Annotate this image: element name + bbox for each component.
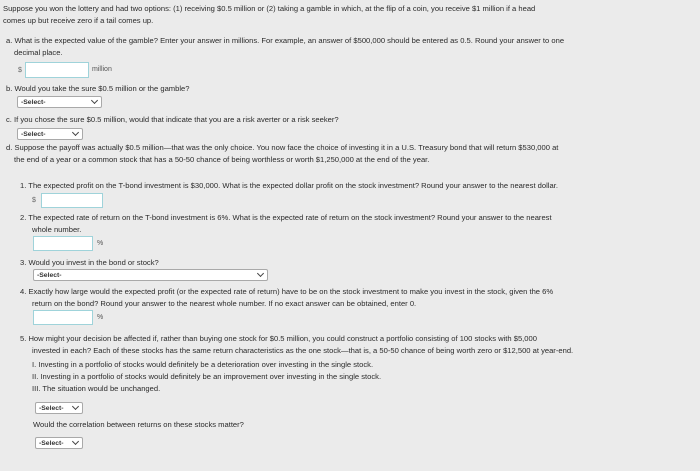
q3-bond-or-stock-select[interactable] bbox=[33, 269, 268, 281]
part-a-question-line-2: decimal place. bbox=[14, 48, 63, 57]
q5-question-line-2: invested in each? Each of these stocks has the same return characteristics as the one stock—that is, a 50-50 chance of being worth zero or $12,500 at year-end. bbox=[32, 346, 574, 355]
q2-question-line-2: whole number. bbox=[32, 225, 82, 234]
q5-portfolio-select[interactable] bbox=[35, 402, 83, 414]
q3-question: 3. Would you invest in the bond or stock? bbox=[20, 258, 159, 267]
chevron-down-icon bbox=[91, 97, 98, 104]
q5-option-i: I. Investing in a portfolio of stocks would definitely be a deterioration over investing in the single stock. bbox=[32, 360, 374, 369]
q5-option-iii: III. The situation would be unchanged. bbox=[32, 384, 161, 393]
q2-question-line-1: 2. The expected rate of return on the T-bond investment is 6%. What is the expected rate of return on the stock investment? Round your answer to the nearest bbox=[20, 213, 552, 222]
q3-select-label: -Select- bbox=[37, 272, 62, 279]
q1-question: 1. The expected profit on the T-bond investment is $30,000. What is the expected dollar profit on the stock investment? Round your answer to the nearest dollar. bbox=[20, 181, 558, 190]
q1-stock-profit-input[interactable] bbox=[41, 193, 103, 208]
part-d-text-line-2: the end of a year or a common stock that has a 50-50 chance of being worthless or worth $1,250,000 at the end of the year. bbox=[14, 155, 430, 164]
q5-option-ii: II. Investing in a portfolio of stocks would definitely be an improvement over investing in the single stock. bbox=[32, 372, 382, 381]
q4-required-return-input[interactable] bbox=[33, 310, 93, 325]
chevron-down-icon bbox=[72, 403, 79, 410]
q1-dollar-prefix: $ bbox=[32, 197, 36, 204]
part-b-question: b. Would you take the sure $0.5 million or the gamble? bbox=[6, 84, 190, 93]
chevron-down-icon bbox=[257, 270, 264, 277]
q5-question-line-1: 5. How might your decision be affected if, rather than buying one stock for $0.5 million, you could construct a portfolio consisting of 100 stocks with $5,000 bbox=[20, 334, 537, 343]
chevron-down-icon bbox=[72, 129, 79, 136]
q5-select-label: -Select- bbox=[39, 405, 64, 412]
q5-correlation-select[interactable] bbox=[35, 437, 83, 449]
part-a-question-line-1: a. What is the expected value of the gamble? Enter your answer in millions. For example, an answer of $500,000 should be entered as 0.5. Round your answer to one bbox=[6, 36, 565, 45]
q4-question-line-1: 4. Exactly how large would the expected profit (or the expected rate of return) have to be on the stock investment to make you invest in the stock, given the 6% bbox=[20, 287, 554, 296]
part-c-risk-select[interactable] bbox=[17, 128, 83, 140]
part-c-select-label: -Select- bbox=[21, 131, 46, 138]
chevron-down-icon bbox=[72, 438, 79, 445]
part-a-dollar-prefix: $ bbox=[18, 67, 22, 74]
part-b-select-label: -Select- bbox=[21, 99, 46, 106]
intro-line-1: Suppose you won the lottery and had two options: (1) receiving $0.5 million or (2) taking a gamble in which, at the flip of a coin, you receive $1 million if a head bbox=[3, 4, 536, 13]
part-b-choice-select[interactable] bbox=[17, 96, 102, 108]
q4-percent-unit: % bbox=[97, 314, 104, 321]
part-c-question: c. If you chose the sure $0.5 million, would that indicate that you are a risk averter or a risk seeker? bbox=[6, 115, 339, 124]
q5-correlation-select-label: -Select- bbox=[39, 440, 64, 447]
q2-stock-return-input[interactable] bbox=[33, 236, 93, 251]
q5-correlation-question: Would the correlation between returns on these stocks matter? bbox=[33, 420, 244, 429]
part-a-million-unit: million bbox=[92, 66, 112, 73]
part-d-text-line-1: d. Suppose the payoff was actually $0.5 million—that was the only choice. You now face the choice of investing it in a U.S. Treasury bond that will return $530,000 at bbox=[6, 143, 559, 152]
part-a-expected-value-input[interactable] bbox=[25, 62, 89, 78]
q2-percent-unit: % bbox=[97, 240, 104, 247]
q4-question-line-2: return on the bond? Round your answer to the nearest whole number. If no exact answer can be obtained, enter 0. bbox=[32, 299, 417, 308]
intro-line-2: comes up but receive zero if a tail comes up. bbox=[3, 16, 154, 25]
